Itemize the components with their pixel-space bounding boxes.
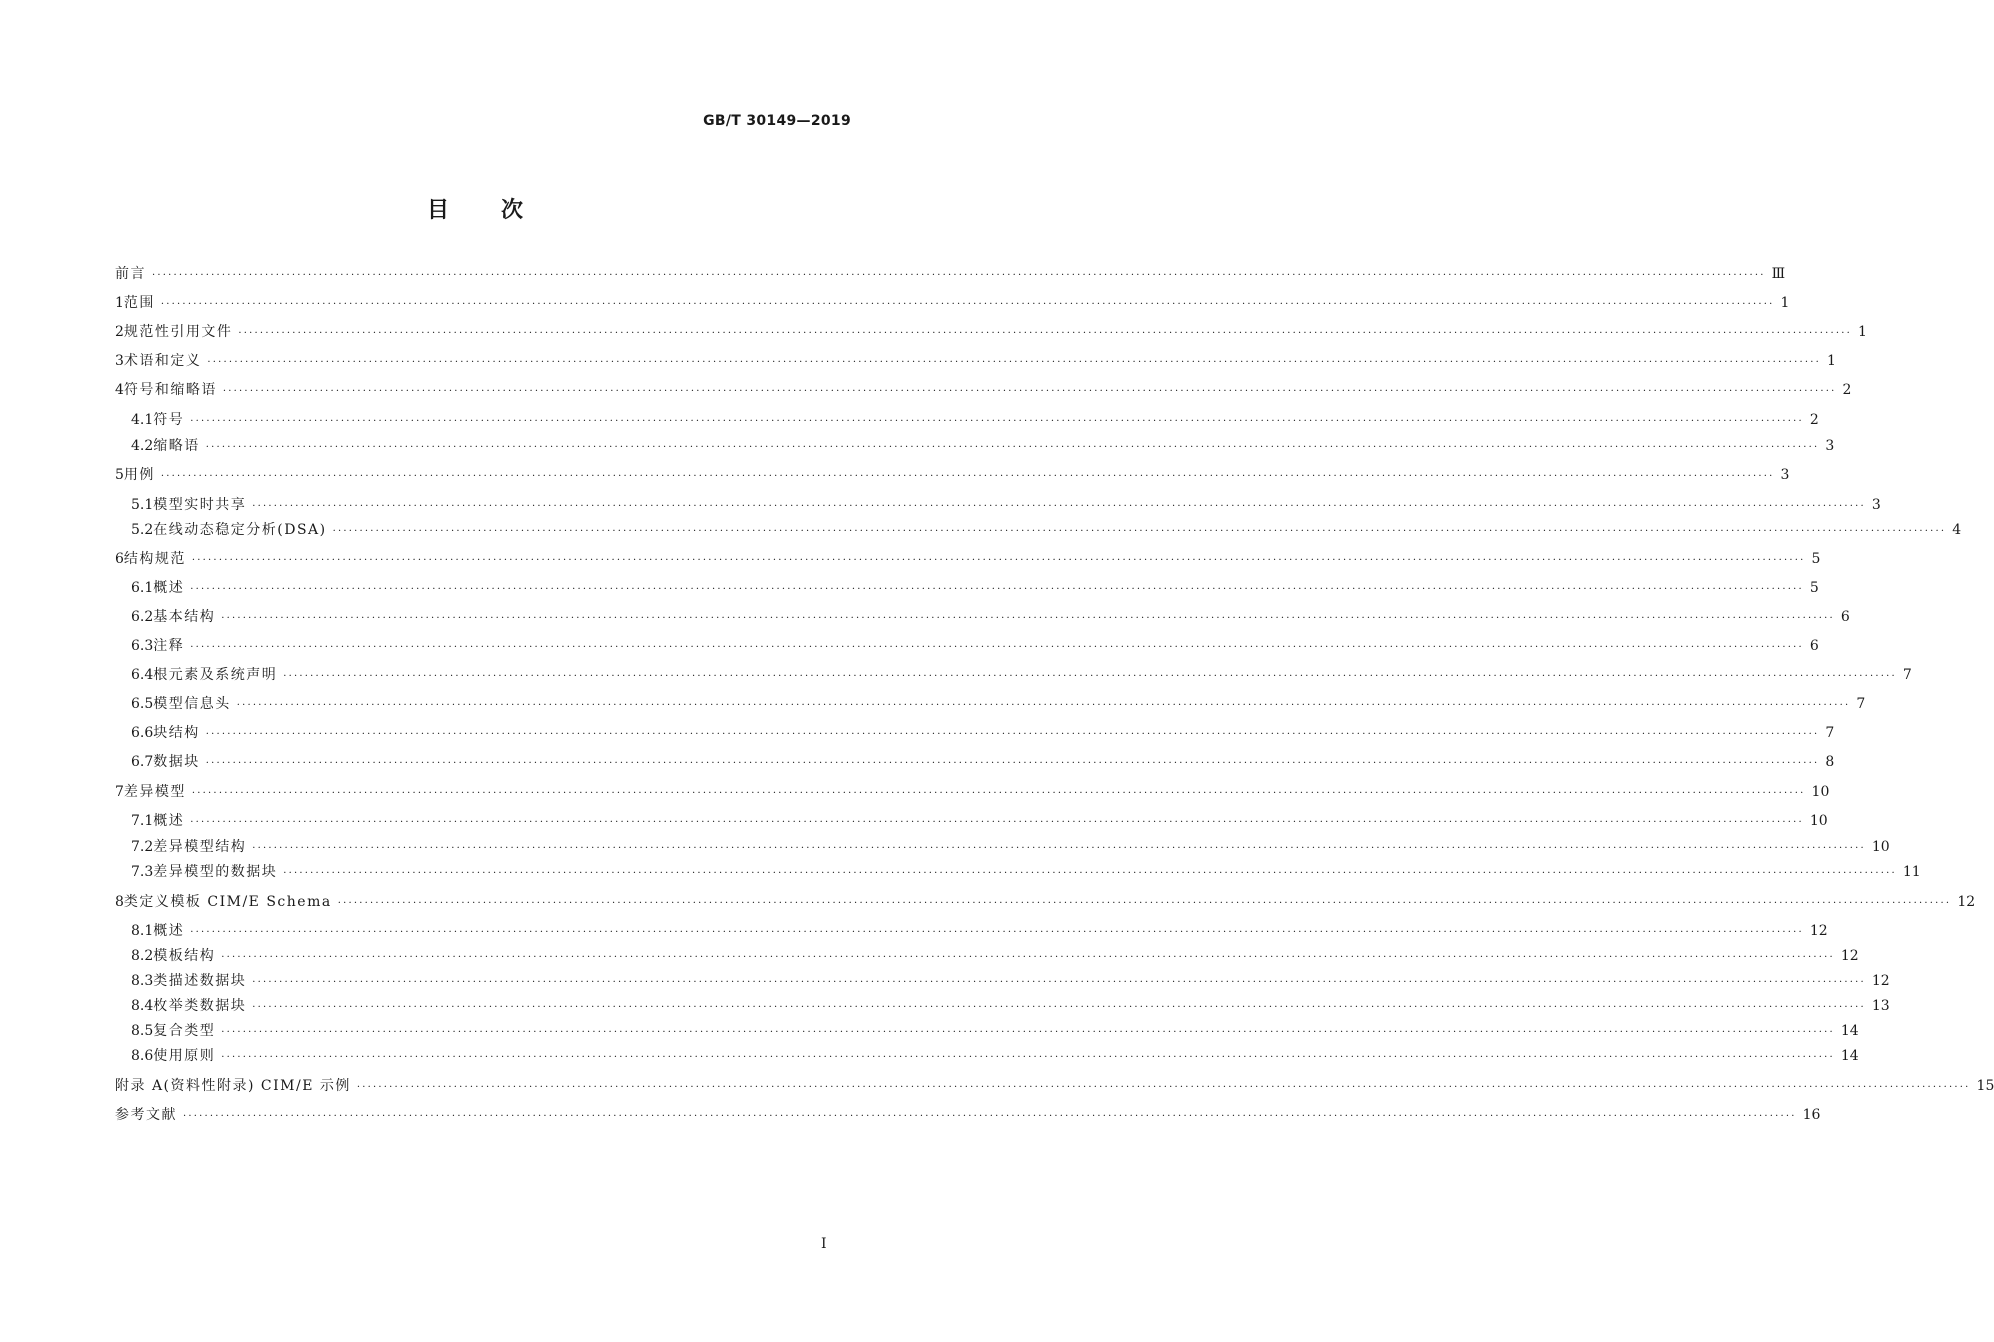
- toc-entry-number: 8.4: [131, 998, 154, 1014]
- toc-entry-page: 10: [1871, 839, 1890, 855]
- toc-entry-label: 结构规范: [123, 551, 186, 567]
- toc-entry-page: 12: [1840, 948, 1859, 964]
- toc-entry-page: 3: [1871, 497, 1881, 513]
- toc-entry-label: 类描述数据块: [153, 973, 247, 989]
- toc-entry-number: 1: [115, 295, 124, 311]
- toc-entry-label: 差异模型结构: [153, 839, 247, 855]
- toc-entry-number: 6.4: [131, 667, 154, 683]
- toc-entry[interactable]: [131, 971, 1890, 991]
- toc-entry-page: 12: [1957, 894, 1976, 910]
- toc-entry-number: 3: [115, 353, 124, 369]
- toc-entry-number: 6: [115, 551, 124, 567]
- toc-entry[interactable]: [131, 811, 1828, 831]
- toc-leader-dots: ············································································································································································································································································································: [222, 386, 1837, 397]
- toc-entry-number: 5.2: [131, 522, 154, 538]
- toc-entry-number: 5.1: [131, 497, 154, 513]
- toc-entry-number: 6.1: [131, 580, 154, 596]
- toc-entry-label: 模型实时共享: [153, 497, 247, 513]
- toc-entry-page: 7: [1856, 696, 1866, 712]
- toc-entry-page: 12: [1871, 973, 1890, 989]
- toc-leader-dots: ············································································································································································································································································································: [283, 671, 1897, 682]
- toc-entry[interactable]: [131, 410, 1819, 430]
- toc-entry-page: 1: [1858, 324, 1867, 340]
- toc-entry-label: 复合类型: [153, 1023, 216, 1039]
- toc-entry-number: 8.5: [131, 1023, 154, 1039]
- toc-entry-number: 4.1: [131, 412, 154, 428]
- toc-entry-number: 6.5: [131, 696, 154, 712]
- toc-entry-label: 枚举类数据块: [153, 998, 247, 1014]
- toc-entry[interactable]: [115, 465, 1790, 485]
- toc-entry-number: 5: [115, 467, 124, 483]
- toc-leader-dots: ············································································································································································································································································································: [183, 1111, 1797, 1122]
- toc-leader-dots: ············································································································································································································································································································: [337, 898, 1952, 909]
- toc-entry[interactable]: [115, 782, 1830, 802]
- toc-leader-dots: ············································································································································································································································································································: [238, 328, 1853, 339]
- toc-entry-page: 3: [1780, 467, 1790, 483]
- toc-leader-dots: ············································································································································································································································································································: [207, 357, 1822, 368]
- toc-entry-page: 4: [1952, 522, 1962, 538]
- page-number: I: [821, 1236, 827, 1252]
- toc-entry-page: 5: [1809, 580, 1819, 596]
- toc-entry-number: 8.2: [131, 948, 154, 964]
- toc-leader-dots: ············································································································································································································································································································: [152, 270, 1766, 281]
- toc-entry-label: 在线动态稳定分析(DSA): [153, 522, 327, 538]
- toc-entry-label: 模板结构: [153, 948, 216, 964]
- toc-entry-label: 缩略语: [153, 438, 200, 454]
- toc-entry-page: 7: [1825, 725, 1835, 741]
- toc-entry-label: 类定义模板 CIM/E Schema: [123, 894, 332, 910]
- toc-leader-dots: ············································································································································································································································································································: [190, 927, 1804, 938]
- toc-entry-page: 14: [1840, 1048, 1859, 1064]
- toc-entry-page: 8: [1825, 754, 1835, 770]
- toc-entry-label: 差异模型的数据块: [153, 864, 278, 880]
- toc-entry-page: 12: [1809, 923, 1828, 939]
- toc-entry[interactable]: [131, 723, 1835, 743]
- toc-leader-dots: ············································································································································································································································································································: [191, 555, 1806, 566]
- toc-entry-page: 1: [1827, 353, 1836, 369]
- title-char-1: 目: [426, 198, 449, 223]
- toc-entry-label: 差异模型: [123, 784, 186, 800]
- toc-entry-page: 13: [1871, 998, 1890, 1014]
- toc-entry-page: 5: [1811, 551, 1821, 567]
- toc-entry[interactable]: [131, 495, 1881, 515]
- toc-entry-page: 7: [1902, 667, 1912, 683]
- toc-leader-dots: ············································································································································································································································································································: [205, 758, 1820, 769]
- toc-entry-number: 4.2: [131, 438, 154, 454]
- toc-leader-dots: ············································································································································································································································································································: [205, 729, 1820, 740]
- toc-entry-page: 16: [1802, 1107, 1821, 1123]
- toc-entry[interactable]: [131, 436, 1835, 456]
- toc-leader-dots: ············································································································································································································································································································: [205, 442, 1820, 453]
- toc-entry-page: 15: [1976, 1078, 1994, 1094]
- toc-leader-dots: ············································································································································································································································································································: [221, 1052, 1835, 1063]
- toc-entry[interactable]: [131, 996, 1890, 1016]
- toc-entry[interactable]: [131, 636, 1819, 656]
- toc-leader-dots: ············································································································································································································································································································: [252, 843, 1866, 854]
- toc-entry[interactable]: [131, 1046, 1859, 1066]
- toc-entry-label: 符号和缩略语: [123, 382, 217, 398]
- toc-entry[interactable]: [131, 694, 1866, 714]
- toc-entry-number: 8: [115, 894, 124, 910]
- toc-entry-label: 参考文献: [115, 1107, 177, 1123]
- toc-entry-label: 范围: [123, 295, 155, 311]
- toc-entry[interactable]: [131, 837, 1890, 857]
- toc-leader-dots: ············································································································································································································································································································: [190, 584, 1804, 595]
- toc-entry[interactable]: [115, 892, 1976, 912]
- toc-entry-page: 10: [1811, 784, 1830, 800]
- toc-entry-number: 2: [115, 324, 124, 340]
- toc-entry[interactable]: [115, 549, 1821, 569]
- toc-leader-dots: ············································································································································································································································································································: [160, 471, 1775, 482]
- toc-entry[interactable]: [115, 351, 1836, 371]
- toc-entry-page: 10: [1809, 813, 1828, 829]
- toc-entry-label: 规范性引用文件: [123, 324, 233, 340]
- toc-entry-page: 6: [1809, 638, 1819, 654]
- toc-leader-dots: ············································································································································································································································································································: [190, 642, 1804, 653]
- toc-entry[interactable]: [131, 946, 1859, 966]
- toc-entry-number: 6.2: [131, 609, 154, 625]
- toc-entry[interactable]: [115, 322, 1867, 342]
- toc-entry[interactable]: [131, 578, 1819, 598]
- toc-entry[interactable]: [131, 665, 1912, 685]
- toc-entry-page: 14: [1840, 1023, 1859, 1039]
- toc-entry-label: 前言: [115, 266, 146, 282]
- toc-entry[interactable]: [115, 380, 1852, 400]
- toc-entry-page: 3: [1825, 438, 1835, 454]
- toc-entry-label: 根元素及系统声明: [153, 667, 278, 683]
- toc-entry[interactable]: [115, 1076, 1994, 1096]
- toc-entry-label: 用例: [123, 467, 155, 483]
- toc-entry-label: 基本结构: [153, 609, 216, 625]
- toc-entry-number: 6.3: [131, 638, 154, 654]
- toc-entry-page: 1: [1780, 295, 1790, 311]
- title-char-2: 次: [501, 198, 524, 223]
- toc-entry-label: 概述: [153, 580, 185, 596]
- toc-entry-page: 2: [1809, 412, 1819, 428]
- toc-entry[interactable]: [115, 293, 1790, 313]
- toc-entry-number: 6.7: [131, 754, 154, 770]
- toc-entry-page: 6: [1840, 609, 1850, 625]
- toc-leader-dots: ············································································································································································································································································································: [221, 613, 1835, 624]
- toc-entry-number: 7.1: [131, 813, 154, 829]
- toc-entry-number: 8.3: [131, 973, 154, 989]
- toc-leader-dots: ············································································································································································································································································································: [191, 788, 1806, 799]
- toc-entry[interactable]: [131, 520, 1962, 540]
- toc-entry[interactable]: [131, 1021, 1859, 1041]
- toc-entry-page: 11: [1902, 864, 1921, 880]
- toc-entry-label: 块结构: [153, 725, 200, 741]
- page-title: [0, 193, 950, 224]
- toc-leader-dots: ············································································································································································································································································································: [332, 526, 1947, 537]
- toc-entry[interactable]: [131, 862, 1921, 882]
- toc-entry-label: 模型信息头: [153, 696, 231, 712]
- toc-leader-dots: ············································································································································································································································································································: [252, 501, 1866, 512]
- toc-entry-label: 数据块: [153, 754, 200, 770]
- toc-leader-dots: ············································································································································································································································································································: [283, 868, 1897, 879]
- toc-leader-dots: ············································································································································································································································································································: [190, 416, 1804, 427]
- toc-leader-dots: ············································································································································································································································································································: [160, 299, 1775, 310]
- toc-entry[interactable]: [115, 264, 1786, 284]
- toc-entry-label: 注释: [153, 638, 185, 654]
- toc-entry-number: 8.1: [131, 923, 154, 939]
- toc-leader-dots: ············································································································································································································································································································: [236, 700, 1851, 711]
- toc-entry-number: 6.6: [131, 725, 154, 741]
- toc-entry-page: 2: [1842, 382, 1852, 398]
- toc-leader-dots: ············································································································································································································································································································: [221, 1027, 1835, 1038]
- toc-entry-label: 附录 A(资料性附录) CIM/E 示例: [115, 1078, 351, 1094]
- toc-entry-number: 4: [115, 382, 124, 398]
- toc-entry-label: 使用原则: [153, 1048, 216, 1064]
- toc-entry[interactable]: [115, 1105, 1821, 1125]
- toc-entry-number: 7.2: [131, 839, 154, 855]
- toc-leader-dots: ············································································································································································································································································································: [252, 1002, 1866, 1013]
- toc-entry-number: 8.6: [131, 1048, 154, 1064]
- toc-leader-dots: ············································································································································································································································································································: [221, 952, 1835, 963]
- toc-entry[interactable]: [131, 752, 1835, 772]
- toc-leader-dots: ············································································································································································································································································································: [190, 817, 1804, 828]
- toc-entry-page: Ⅲ: [1771, 266, 1786, 282]
- toc-leader-dots: ············································································································································································································································································································: [356, 1082, 1971, 1093]
- toc-leader-dots: ············································································································································································································································································································: [252, 977, 1866, 988]
- toc-entry-label: 符号: [153, 412, 185, 428]
- toc-entry-label: 概述: [153, 813, 185, 829]
- toc-entry[interactable]: [131, 921, 1828, 941]
- toc-entry-number: 7: [115, 784, 124, 800]
- toc-entry-number: 7.3: [131, 864, 154, 880]
- toc-entry-label: 术语和定义: [123, 353, 202, 369]
- standard-code: GB/T 30149—2019: [703, 113, 851, 129]
- toc-entry-label: 概述: [153, 923, 185, 939]
- toc-entry[interactable]: [131, 607, 1850, 627]
